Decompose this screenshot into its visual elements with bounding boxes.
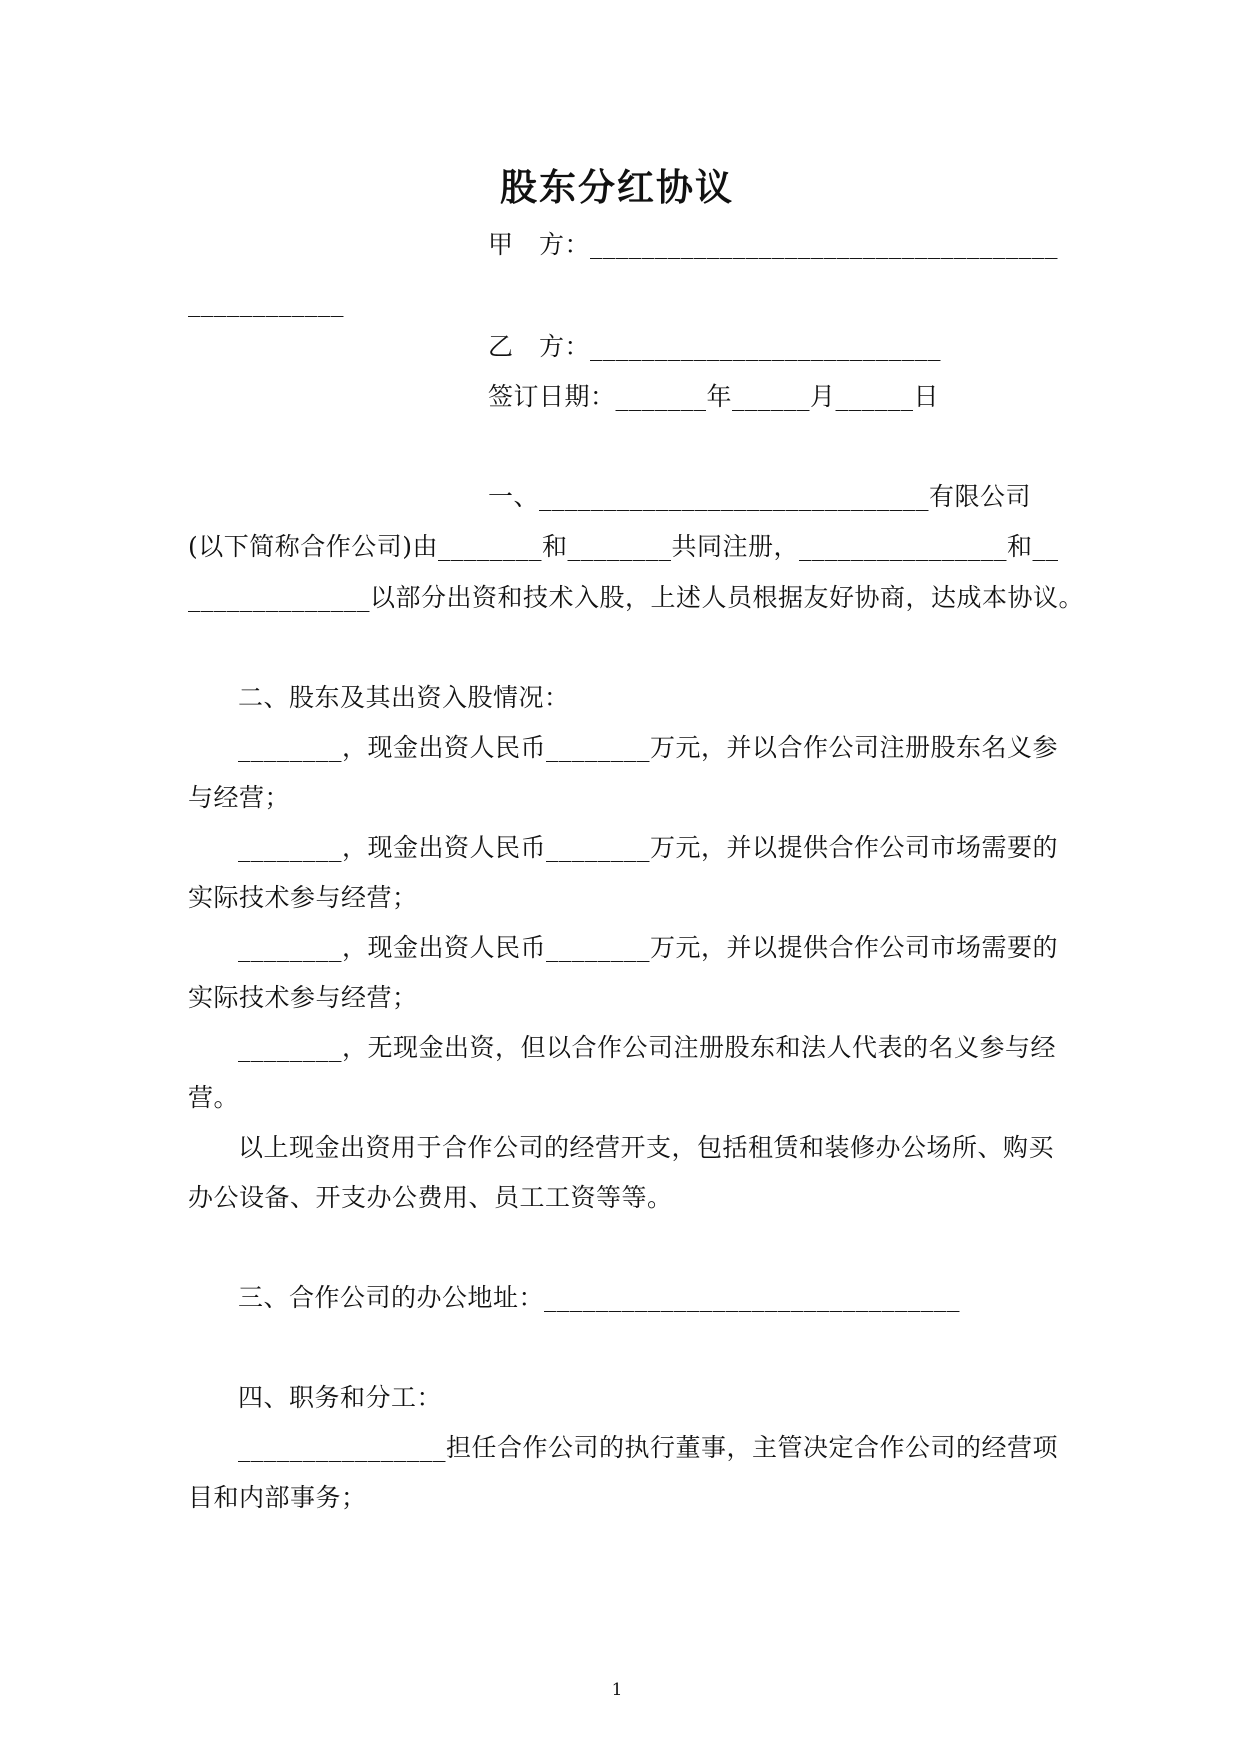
clause-2-line-2: 与经营； — [188, 783, 291, 812]
clause-1-line-3: ______________以部分出资和技术入股，上述人员根据友好协商，达成本协议。 — [188, 583, 1085, 612]
clause-4-line-1: ________________担任合作公司的执行董事，主管决定合作公司的经营项 — [238, 1433, 1059, 1462]
document-title: 股东分红协议 — [500, 165, 734, 209]
clause-3-line: 三、合作公司的办公地址：________________________________ — [238, 1283, 961, 1312]
clause-4-heading: 四、职务和分工： — [238, 1383, 443, 1412]
clause-2-line-7: ________，无现金出资，但以合作公司注册股东和法人代表的名义参与经 — [238, 1033, 1057, 1062]
clause-1-line-1: 一、______________________________有限公司 — [488, 482, 1032, 511]
page-number: 1 — [611, 1680, 623, 1700]
signing-date-line: 签订日期：_______年______月______日 — [488, 382, 940, 411]
party-a-line: 甲 方：____________________________________ — [488, 230, 1059, 259]
clause-2-line-3: ________，现金出资人民币________万元，并以提供合作公司市场需要的 — [238, 833, 1059, 862]
clause-1-line-2: (以下简称合作公司)由________和________共同注册，________________和__ — [188, 532, 1059, 561]
clause-2-line-1: ________，现金出资人民币________万元，并以合作公司注册股东名义参 — [238, 733, 1059, 762]
clause-2-line-8: 营。 — [188, 1083, 240, 1112]
clause-2-heading: 二、股东及其出资入股情况： — [238, 683, 570, 712]
clause-4-line-2: 目和内部事务； — [188, 1483, 367, 1512]
clause-2-line-4: 实际技术参与经营； — [188, 883, 418, 912]
party-b-line: 乙 方：___________________________ — [488, 332, 942, 361]
clause-2-line-5: ________，现金出资人民币________万元，并以提供合作公司市场需要的 — [238, 933, 1059, 962]
party-a-continuation-line: ____________ — [188, 288, 344, 317]
clause-2-line-10: 办公设备、开支办公费用、员工工资等等。 — [188, 1183, 673, 1212]
clause-2-line-6: 实际技术参与经营； — [188, 983, 418, 1012]
clause-2-line-9: 以上现金出资用于合作公司的经营开支，包括租赁和装修办公场所、购买 — [238, 1133, 1055, 1162]
